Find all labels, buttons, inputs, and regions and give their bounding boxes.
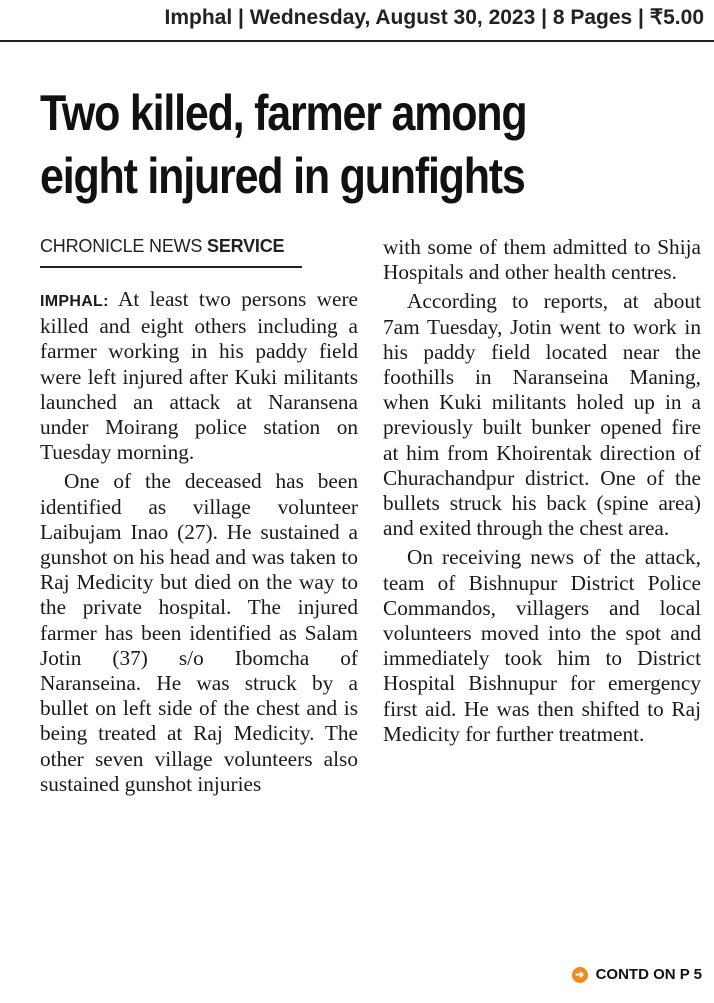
article-column-1 (40, 287, 358, 797)
continued-label: CONTD ON P 5 (595, 966, 702, 983)
headline-line-2: eight injured in gunfights (40, 148, 525, 204)
paragraph-5: On receiving news of the attack, team of Bishnupur District Police Commandos, villagers and local volunteers moved into the spot and immediately took him to District Hospital Bishnupur for emergency first aid. He was then shifted to Raj Medicity for further treatment. (383, 545, 701, 746)
masthead-info: Imphal | Wednesday, August 30, 2023 | 8 Pages | ₹5.00 (164, 6, 704, 29)
headline (40, 82, 608, 208)
paragraph-3: with some of them admitted to Shija Hospitals and other health centres. (383, 235, 701, 285)
paragraph-1 (40, 287, 358, 465)
byline (40, 236, 302, 268)
dateline: IMPHAL: (40, 293, 109, 310)
byline-service: SERVICE (207, 236, 285, 256)
continued-on-link[interactable] (572, 966, 702, 983)
paragraph-1-text: At least two persons were killed and eight others including a farmer working in his paddy field were left injured after Kuki militants launched an attack at Naransena under Moirang police station on Tuesday morning. (40, 287, 358, 465)
paragraph-2: One of the deceased has been identified as village volunteer Laibujam Inao (27). He sustained a gunshot on his head and was taken to Raj Medicity but died on the way to the private hospital. The injured farmer has been identified as Salam Jotin (37) s/o Ibomcha of Naranseina. He was struck by a bullet on left side of the chest and is being treated at Raj Medicity. The other seven village volunteers also sustained gunshot injuries (40, 469, 358, 796)
headline-line-1: Two killed, farmer among (40, 85, 527, 141)
paragraph-4: According to reports, at about 7am Tuesday, Jotin went to work in his paddy field located near the foothills in Naranseina Maning, when Kuki militants holed up in a previously built bunker opened fire at him from Khoirentak direction of Churachandpur district. One of the bullets struck his back (spine area) and exited through the chest area. (383, 289, 701, 541)
article-column-2 (383, 235, 701, 747)
byline-prefix: CHRONICLE NEWS (40, 236, 208, 256)
masthead (0, 0, 714, 42)
arrow-right-circle-icon: ➜ (572, 967, 588, 983)
